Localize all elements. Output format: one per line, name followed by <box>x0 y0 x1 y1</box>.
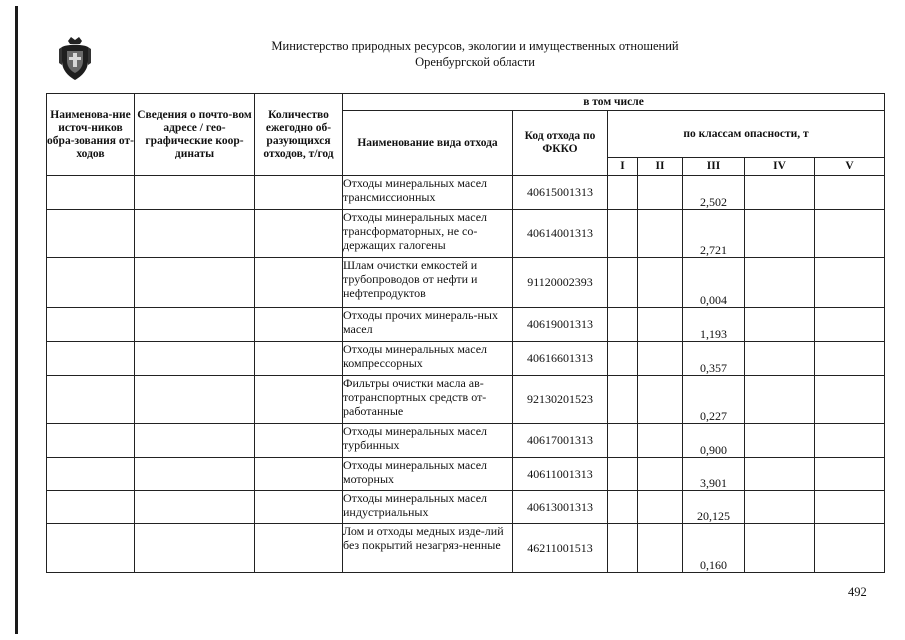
class-1-cell <box>608 210 638 258</box>
class-1-cell <box>608 308 638 342</box>
class-4-cell <box>745 458 815 491</box>
class-2-cell <box>638 376 683 424</box>
class-3-cell: 0,357 <box>683 342 745 376</box>
quantity-cell <box>255 524 343 573</box>
class-4-cell <box>745 308 815 342</box>
fkko-code-cell: 46211001513 <box>513 524 608 573</box>
source-cell <box>47 458 135 491</box>
class-5-cell <box>815 308 885 342</box>
source-cell <box>47 491 135 524</box>
source-cell <box>47 176 135 210</box>
class-2-cell <box>638 308 683 342</box>
quantity-cell <box>255 210 343 258</box>
fkko-code-cell: 40615001313 <box>513 176 608 210</box>
class-3-cell: 3,901 <box>683 458 745 491</box>
fkko-code-cell: 40619001313 <box>513 308 608 342</box>
waste-name-cell: Отходы минеральных масел компрессорных <box>343 342 513 376</box>
class-1-cell <box>608 376 638 424</box>
waste-name-cell: Отходы минеральных масел моторных <box>343 458 513 491</box>
left-margin-line <box>15 6 18 634</box>
address-cell <box>135 342 255 376</box>
class-4-cell <box>745 376 815 424</box>
table-row <box>47 258 885 308</box>
header-source: Наименова-ние источ-ников обра-зования от-ходов <box>47 94 135 176</box>
header-fkko-code: Код отхода по ФККО <box>513 111 608 176</box>
waste-name-cell: Отходы минеральных масел турбинных <box>343 424 513 458</box>
address-cell <box>135 308 255 342</box>
header-class-4: IV <box>745 158 815 176</box>
header-region-line: Оренбургской области <box>415 55 535 69</box>
header-hazard-classes: по классам опасности, т <box>608 111 885 158</box>
waste-name-cell: Отходы прочих минераль-ных масел <box>343 308 513 342</box>
header-class-5: V <box>815 158 885 176</box>
quantity-cell <box>255 308 343 342</box>
class-4-cell <box>745 176 815 210</box>
table-row <box>47 210 885 258</box>
class-4-cell <box>745 524 815 573</box>
fkko-code-cell: 40611001313 <box>513 458 608 491</box>
document-header <box>240 38 710 70</box>
address-cell <box>135 424 255 458</box>
class-1-cell <box>608 258 638 308</box>
quantity-cell <box>255 342 343 376</box>
address-cell <box>135 176 255 210</box>
class-1-cell <box>608 524 638 573</box>
class-3-cell: 0,900 <box>683 424 745 458</box>
quantity-cell <box>255 424 343 458</box>
quantity-cell <box>255 491 343 524</box>
class-4-cell <box>745 258 815 308</box>
waste-name-cell: Отходы минеральных масел трансформаторных, не со-держащих галогены <box>343 210 513 258</box>
quantity-cell <box>255 258 343 308</box>
class-2-cell <box>638 342 683 376</box>
quantity-cell <box>255 176 343 210</box>
class-3-cell: 2,721 <box>683 210 745 258</box>
source-cell <box>47 424 135 458</box>
class-4-cell <box>745 424 815 458</box>
class-2-cell <box>638 491 683 524</box>
class-1-cell <box>608 491 638 524</box>
table-row <box>47 308 885 342</box>
address-cell <box>135 458 255 491</box>
source-cell <box>47 342 135 376</box>
class-1-cell <box>608 424 638 458</box>
header-waste-name: Наименование вида отхода <box>343 111 513 176</box>
address-cell <box>135 376 255 424</box>
page-number: 492 <box>848 585 867 599</box>
header-quantity: Количество ежегодно об-разующихся отходов, т/год <box>255 94 343 176</box>
source-cell <box>47 258 135 308</box>
waste-table <box>46 93 885 573</box>
class-2-cell <box>638 424 683 458</box>
table-row <box>47 424 885 458</box>
class-5-cell <box>815 491 885 524</box>
source-cell <box>47 376 135 424</box>
header-ministry-line: Министерство природных ресурсов, экологии и имущественных отношений <box>271 39 679 53</box>
header-including: в том числе <box>343 94 885 111</box>
waste-name-cell: Отходы минеральных масел индустриальных <box>343 491 513 524</box>
table-row <box>47 491 885 524</box>
class-1-cell <box>608 176 638 210</box>
class-5-cell <box>815 376 885 424</box>
class-5-cell <box>815 424 885 458</box>
fkko-code-cell: 40613001313 <box>513 491 608 524</box>
class-1-cell <box>608 458 638 491</box>
fkko-code-cell: 92130201523 <box>513 376 608 424</box>
class-5-cell <box>815 210 885 258</box>
fkko-code-cell: 40614001313 <box>513 210 608 258</box>
fkko-code-cell: 40616601313 <box>513 342 608 376</box>
fkko-code-cell: 91120002393 <box>513 258 608 308</box>
address-cell <box>135 524 255 573</box>
header-class-3: III <box>683 158 745 176</box>
source-cell <box>47 210 135 258</box>
class-3-cell: 0,160 <box>683 524 745 573</box>
source-cell <box>47 524 135 573</box>
class-3-cell: 1,193 <box>683 308 745 342</box>
table-row <box>47 458 885 491</box>
class-3-cell: 20,125 <box>683 491 745 524</box>
class-2-cell <box>638 258 683 308</box>
class-2-cell <box>638 176 683 210</box>
waste-name-cell: Отходы минеральных масел трансмиссионных <box>343 176 513 210</box>
class-2-cell <box>638 458 683 491</box>
class-1-cell <box>608 342 638 376</box>
class-5-cell <box>815 524 885 573</box>
header-class-2: II <box>638 158 683 176</box>
quantity-cell <box>255 376 343 424</box>
header-address: Сведения о почто-вом адресе / гео-графические коор-динаты <box>135 94 255 176</box>
address-cell <box>135 491 255 524</box>
header-class-1: I <box>608 158 638 176</box>
waste-name-cell: Шлам очистки емкостей и трубопроводов от нефти и нефтепродуктов <box>343 258 513 308</box>
class-3-cell: 0,227 <box>683 376 745 424</box>
class-5-cell <box>815 342 885 376</box>
source-cell <box>47 308 135 342</box>
table-row <box>47 524 885 573</box>
class-5-cell <box>815 176 885 210</box>
class-4-cell <box>745 210 815 258</box>
table-row <box>47 376 885 424</box>
fkko-code-cell: 40617001313 <box>513 424 608 458</box>
class-2-cell <box>638 210 683 258</box>
address-cell <box>135 210 255 258</box>
table-row <box>47 176 885 210</box>
address-cell <box>135 258 255 308</box>
waste-name-cell: Фильтры очистки масла ав-тотранспортных средств от-работанные <box>343 376 513 424</box>
coat-of-arms-icon <box>58 35 92 81</box>
quantity-cell <box>255 458 343 491</box>
class-3-cell: 2,502 <box>683 176 745 210</box>
class-5-cell <box>815 258 885 308</box>
table-row <box>47 342 885 376</box>
class-4-cell <box>745 342 815 376</box>
waste-name-cell: Лом и отходы медных изде-лий без покрытий незагряз-ненные <box>343 524 513 573</box>
class-3-cell: 0,004 <box>683 258 745 308</box>
class-4-cell <box>745 491 815 524</box>
class-5-cell <box>815 458 885 491</box>
class-2-cell <box>638 524 683 573</box>
